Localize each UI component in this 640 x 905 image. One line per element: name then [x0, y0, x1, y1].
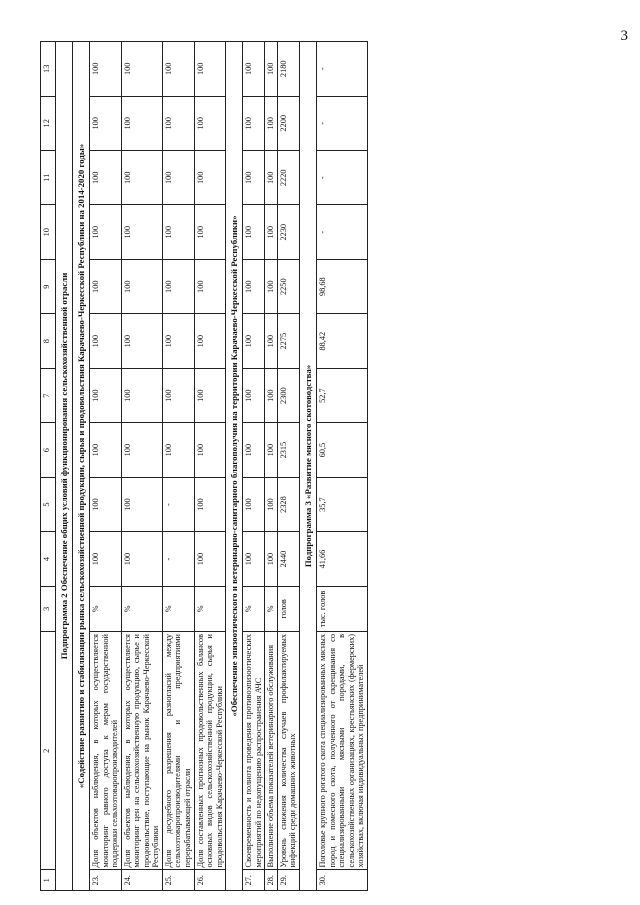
- row-value: 100: [121, 423, 162, 477]
- col-header: 10: [41, 205, 56, 259]
- row-number: 29.: [277, 870, 299, 891]
- row-number: 23.: [90, 870, 122, 891]
- row-value: 100: [243, 42, 265, 97]
- section-row: [226, 42, 243, 891]
- row-number: 27.: [243, 870, 265, 891]
- row-value: 100: [243, 314, 265, 368]
- row-value: 100: [265, 151, 278, 205]
- row-value: 52,7: [317, 368, 368, 422]
- section-row: [73, 42, 90, 891]
- row-number: 24.: [121, 870, 162, 891]
- rows-group-cattle: [317, 42, 368, 891]
- row-value: 100: [194, 423, 226, 477]
- row-value: 100: [121, 477, 162, 531]
- row-value: 100: [243, 423, 265, 477]
- row-value: 100: [194, 314, 226, 368]
- row-value: 100: [162, 423, 194, 477]
- indicators-table: [40, 41, 368, 891]
- row-value: 100: [121, 532, 162, 586]
- row-description: Доля объектов наблюдения, в которых осуществляется мониторинг цен на сельскохозяйственную продукцию, сырье и продовольствие, поступающие на рынок Карачаево-Черкесской Республики: [121, 632, 162, 870]
- col-header: 7: [41, 368, 56, 422]
- row-unit: %: [90, 586, 122, 631]
- row-value: 100: [90, 477, 122, 531]
- row-value: 100: [243, 532, 265, 586]
- row-value: 100: [265, 205, 278, 259]
- col-header: 3: [41, 586, 56, 631]
- row-value: 100: [90, 205, 122, 259]
- row-value: 100: [162, 314, 194, 368]
- row-value: 100: [121, 151, 162, 205]
- row-value: 100: [265, 368, 278, 422]
- row-unit: %: [265, 586, 278, 631]
- row-value: 100: [265, 532, 278, 586]
- row-value: 100: [194, 368, 226, 422]
- row-value: 100: [265, 96, 278, 150]
- rows-group-market: [90, 42, 226, 891]
- table-row: [277, 42, 299, 891]
- row-value: -: [162, 477, 194, 531]
- row-number: 28.: [265, 870, 278, 891]
- row-value: 100: [194, 96, 226, 150]
- row-value: 100: [90, 532, 122, 586]
- row-unit: %: [162, 586, 194, 631]
- row-value: 100: [121, 314, 162, 368]
- table-row: [90, 42, 122, 891]
- row-value: 100: [162, 42, 194, 97]
- row-value: -: [317, 96, 368, 150]
- col-header: 13: [41, 42, 56, 97]
- row-value: 100: [121, 96, 162, 150]
- row-value: 100: [121, 205, 162, 259]
- row-description: Своевременность и полнота проведения противоэпизоотических мероприятий по недопущению распространения АЧС: [243, 632, 265, 870]
- row-value: 100: [243, 259, 265, 313]
- row-value: 100: [194, 477, 226, 531]
- row-description: Выполнение объема показателей ветеринарного обслуживания: [265, 632, 278, 870]
- row-unit: тыс. голов: [317, 586, 368, 631]
- row-value: 100: [243, 477, 265, 531]
- row-value: -: [162, 532, 194, 586]
- row-value: 100: [162, 96, 194, 150]
- row-unit: %: [243, 586, 265, 631]
- col-header: 11: [41, 151, 56, 205]
- row-value: 2230: [277, 205, 299, 259]
- row-value: 60,5: [317, 423, 368, 477]
- section-row: [299, 42, 316, 891]
- row-description: Доля составленных прогнозных продовольственных балансов основных видов сельскохозяйственной продукции, сырья и продовольствия Карачаево-Черкесской Республики: [194, 632, 226, 870]
- epizootic-section-title: «Обеспечение эпизоотического и ветеринарно-санитарного благополучия на территории Карачаево-Черкесской Республики»: [226, 42, 243, 891]
- row-description: Уровень снижения количества случаев профилактируемых инфекций среди домашних животных: [277, 632, 299, 870]
- table-row: [265, 42, 278, 891]
- row-value: 100: [194, 259, 226, 313]
- table-row: [162, 42, 194, 891]
- rotated-table-container: [40, 41, 600, 891]
- row-value: 100: [162, 151, 194, 205]
- row-value: -: [317, 205, 368, 259]
- row-description: Доля объектов наблюдения, в которых осуществляется мониторинг равного доступа к мерам государственной поддержки сельхозтоваропроизводителей: [90, 632, 122, 870]
- row-value: 2200: [277, 96, 299, 150]
- row-unit: голов: [277, 586, 299, 631]
- row-value: 2300: [277, 368, 299, 422]
- row-value: 100: [265, 477, 278, 531]
- table-row: [194, 42, 226, 891]
- section-row: [56, 42, 73, 891]
- row-value: 100: [121, 368, 162, 422]
- subprogram-2-goal: «Содействие развитию и стабилизации рынка сельскохозяйственной продукции, сырья и продовольствия Карачаево-Черкесской Республики на 2014-2020 годы»: [73, 42, 90, 891]
- table-row: [317, 42, 368, 891]
- row-value: 2315: [277, 423, 299, 477]
- row-value: 100: [90, 259, 122, 313]
- row-value: 100: [243, 96, 265, 150]
- row-value: 100: [121, 42, 162, 97]
- col-header: 6: [41, 423, 56, 477]
- row-value: 100: [162, 259, 194, 313]
- row-value: 2220: [277, 151, 299, 205]
- row-value: 100: [194, 151, 226, 205]
- col-header: 9: [41, 259, 56, 313]
- row-value: 100: [194, 42, 226, 97]
- row-value: 2250: [277, 259, 299, 313]
- row-value: 100: [265, 42, 278, 97]
- row-number: 26.: [194, 870, 226, 891]
- row-value: 41,66: [317, 532, 368, 586]
- row-value: 100: [243, 151, 265, 205]
- rows-group-veterinary: [243, 42, 300, 891]
- row-description: Поголовье крупного рогатого скота специализированных мясных пород и помесного скота, полученного от скрещивания со специализированными мясными породами, в сельскохозяйственных организациях, крестьянских (фермерских) хозяйствах, включая индивидуальных предпринимателей: [317, 632, 368, 870]
- column-number-row: [41, 42, 56, 891]
- col-header: 2: [41, 632, 56, 870]
- row-value: 100: [265, 259, 278, 313]
- row-value: 100: [162, 205, 194, 259]
- row-description: Доля досудебного разрешения разногласий между сельхозтоваропроизводителями и предприятиями перерабатывающей отрасли: [162, 632, 194, 870]
- row-value: 100: [90, 314, 122, 368]
- row-value: 100: [194, 532, 226, 586]
- row-value: 100: [90, 151, 122, 205]
- col-header: 8: [41, 314, 56, 368]
- row-value: 100: [90, 368, 122, 422]
- row-value: 2180: [277, 42, 299, 97]
- row-unit: %: [121, 586, 162, 631]
- col-header: 1: [41, 870, 56, 891]
- row-value: 100: [162, 368, 194, 422]
- subprogram-2-title: Подпрограмма 2 Обеспечение общих условий функционирования сельскохозяйственной отрасли: [56, 42, 73, 891]
- row-value: 100: [121, 259, 162, 313]
- row-value: 100: [265, 314, 278, 368]
- row-value: 98,68: [317, 259, 368, 313]
- page-number: 3: [620, 28, 628, 44]
- table-row: [243, 42, 265, 891]
- subprogram-3-title: Подпрограмма 3 «Развитие мясного скотоводства»: [299, 42, 316, 891]
- row-value: 100: [90, 42, 122, 97]
- row-value: 100: [243, 368, 265, 422]
- row-number: 25.: [162, 870, 194, 891]
- row-value: 100: [90, 96, 122, 150]
- row-value: 100: [265, 423, 278, 477]
- row-unit: %: [194, 586, 226, 631]
- col-header: 5: [41, 477, 56, 531]
- row-value: 100: [243, 205, 265, 259]
- row-value: -: [317, 151, 368, 205]
- row-value: 35,7: [317, 477, 368, 531]
- row-value: 100: [194, 205, 226, 259]
- row-value: 2328: [277, 477, 299, 531]
- col-header: 12: [41, 96, 56, 150]
- row-value: -: [317, 42, 368, 97]
- col-header: 4: [41, 532, 56, 586]
- row-value: 2440: [277, 532, 299, 586]
- row-number: 30.: [317, 870, 368, 891]
- row-value: 2275: [277, 314, 299, 368]
- table-row: [121, 42, 162, 891]
- row-value: 100: [90, 423, 122, 477]
- row-value: 88,42: [317, 314, 368, 368]
